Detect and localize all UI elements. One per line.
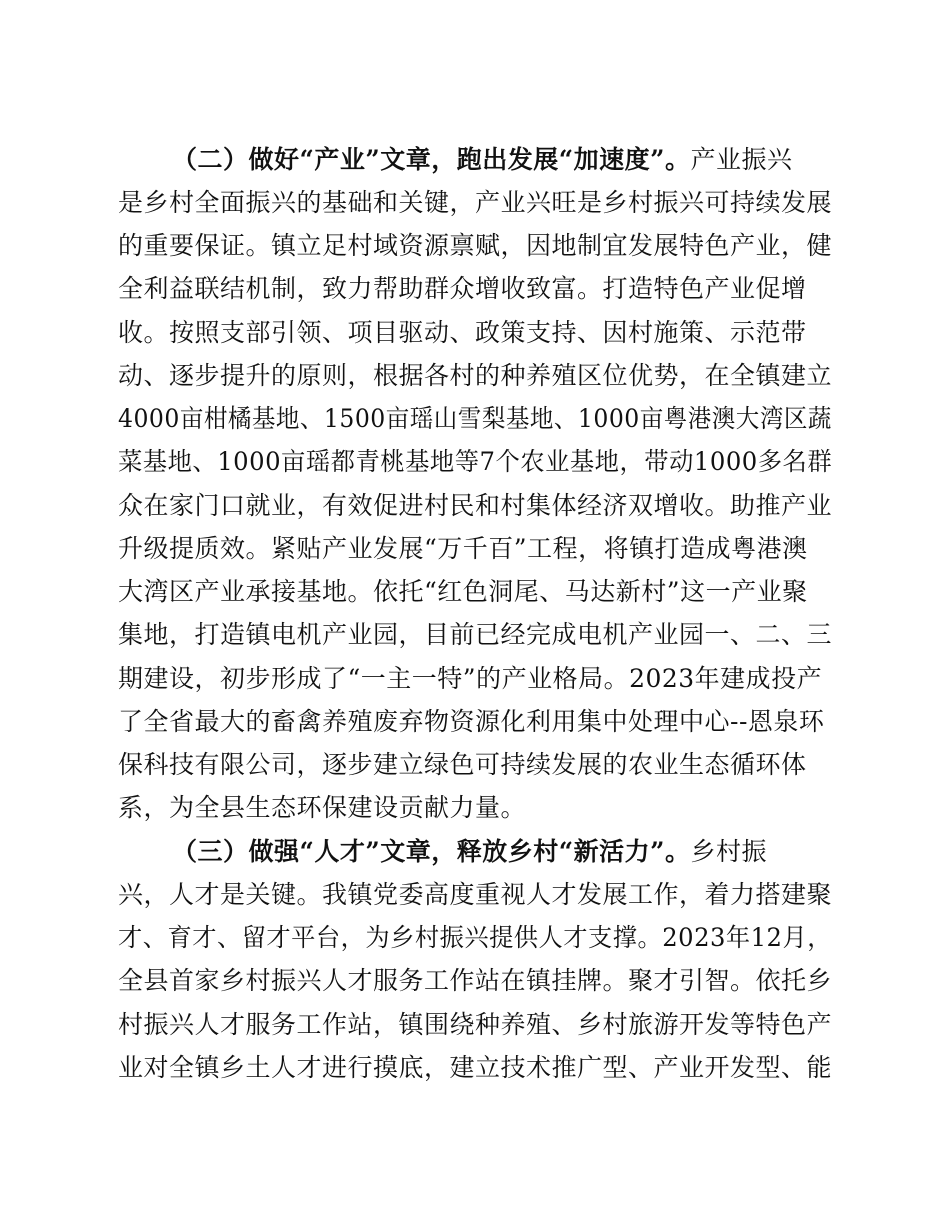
text-line: 众在家门口就业，有效促进村民和村集体经济双增收。助推产业: [118, 491, 833, 520]
text-line: 是乡村全面振兴的基础和关键，产业兴旺是乡村振兴可持续发展: [118, 188, 833, 217]
text-line: 菜基地、1000亩瑶都青桃基地等7个农业基地，带动1000多名群: [118, 447, 833, 476]
text-line: 村振兴人才服务工作站，镇围绕种养殖、乡村旅游开发等特色产: [118, 1010, 833, 1039]
text-line: 全利益联结机制，致力帮助群众增收致富。打造特色产业促增: [118, 274, 807, 303]
text-line: 全县首家乡村振兴人才服务工作站在镇挂牌。聚才引智。依托乡: [118, 966, 833, 995]
section-heading: （二）做好“产业”文章，跑出发展“加速度”。: [172, 145, 691, 174]
text-line: 动、逐步提升的原则，根据各村的种养殖区位优势，在全镇建立: [118, 361, 833, 390]
paragraph-heading-talent: [172, 837, 767, 867]
text-line: 升级提质效。紧贴产业发展“万千百”工程，将镇打造成粤港澳: [118, 534, 808, 563]
text-line: 了全省最大的畜禽养殖废弃物资源化利用集中处理中心--恩泉环: [118, 707, 825, 736]
text-line: 集地，打造镇电机产业园，目前已经完成电机产业园一、二、三: [118, 620, 833, 649]
text-line: 保科技有限公司，逐步建立绿色可持续发展的农业生态循环体: [118, 750, 807, 779]
paragraph-heading-industry: [172, 145, 793, 175]
text-line: 收。按照支部引领、项目驱动、政策支持、因村施策、示范带: [118, 318, 807, 347]
section-heading: （三）做强“人才”文章，释放乡村“新活力”。: [172, 837, 691, 866]
text-line: 才、育才、留才平台，为乡村振兴提供人才支撑。2023年12月，: [118, 923, 832, 952]
text-line: 大湾区产业承接基地。依托“红色洞尾、马达新村”这一产业聚: [118, 577, 808, 606]
text-line: 4000亩柑橘基地、1500亩瑶山雪梨基地、1000亩粤港澳大湾区蔬: [118, 404, 832, 433]
text-line: 业对全镇乡土人才进行摸底，建立技术推广型、产业开发型、能: [118, 1053, 833, 1082]
text-run: 乡村振: [690, 837, 768, 866]
text-line: 期建设，初步形成了“一主一特”的产业格局。2023年建成投产: [118, 664, 823, 693]
text-line: 兴，人才是关键。我镇党委高度重视人才发展工作，着力搭建聚: [118, 880, 833, 909]
text-run: 产业振兴: [690, 145, 793, 174]
text-line: 系，为全县生态环保建设贡献力量。: [118, 793, 527, 822]
text-line: 的重要保证。镇立足村域资源禀赋，因地制宜发展特色产业，健: [118, 231, 833, 260]
